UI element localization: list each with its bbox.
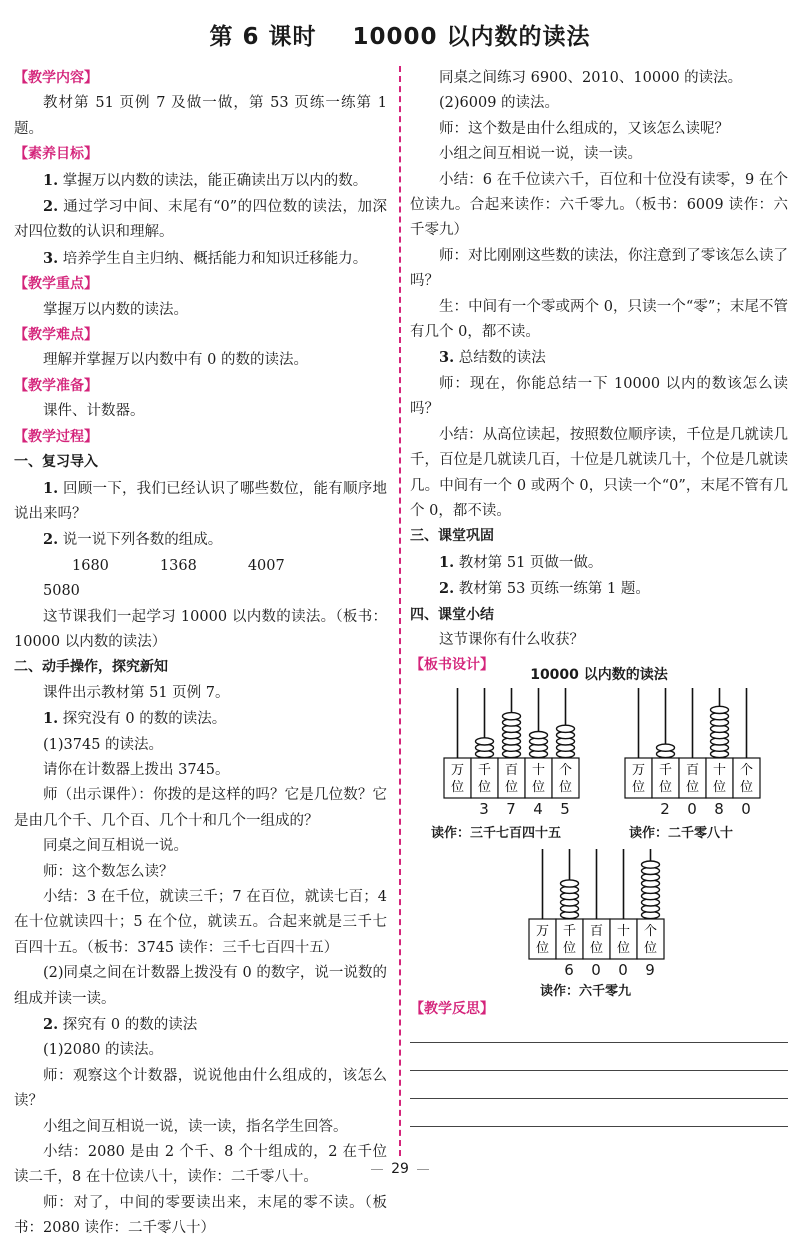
read-as-label: 读作：三千七百四十五: [431, 826, 562, 841]
number-item: 5080: [43, 583, 80, 600]
reflection-lines: [410, 1042, 788, 1154]
step-1: 1. 探究没有 0 的数的读法。: [43, 710, 227, 728]
digit: 0: [591, 961, 601, 979]
place-label: 位: [631, 780, 646, 795]
read-as-label: 读作：二千零八十: [629, 826, 734, 841]
place-label: 位: [558, 780, 573, 795]
key-text: 掌握万以内数的读法。: [43, 301, 188, 318]
abacus-bead: [657, 744, 675, 751]
abacus-2080: [622, 686, 792, 798]
heading-review: 一、复习导入: [14, 454, 98, 471]
abacus-drawing: [526, 847, 696, 959]
place-label: 位: [643, 941, 658, 956]
read-as-label: 读作：六千零九: [540, 984, 632, 999]
abacus-6009: [526, 847, 696, 959]
step-1b: 请你在计数器上拨出 3745。: [43, 761, 230, 778]
place-label: 个: [643, 924, 658, 939]
digit: 0: [741, 800, 751, 818]
right-text-3: 师：这个数是由什么组成的，又该怎么读呢？: [439, 120, 729, 137]
right-text-1: 同桌之间练习 6900、2010、10000 的读法。: [439, 70, 743, 86]
step-1f: 小结：3 在千位，就读三千；7 在百位，就读七百；4 在十位就读四十；5 在个位，就读五。合起来就是三千七百四十五。（板书：3745 读作：三千七百四十五）: [14, 889, 387, 956]
digit: 0: [618, 961, 628, 979]
step-2e: 师：对了，中间的零要读出来，末尾的零不读。（板书：2080 读作：二千零八十）: [14, 1194, 387, 1237]
question-2: 2. 说一说下列各数的组成。: [43, 531, 223, 549]
step-2a: (1)2080 的读法。: [43, 1042, 164, 1059]
show-text: 课件出示教材第 51 页例 7。: [43, 684, 230, 701]
section-tag-process: 【教学过程】: [14, 428, 98, 445]
place-label: 位: [685, 780, 700, 795]
prep-text: 课件、计数器。: [43, 403, 145, 420]
number-item: 1368: [159, 557, 197, 574]
place-label: 位: [562, 941, 577, 956]
place-label: 百: [685, 763, 700, 778]
goal-1: 1. 掌握万以内数的读法，能正确读出万以内的数。: [43, 171, 368, 189]
column-divider: [399, 66, 401, 1156]
digit: 6: [564, 961, 574, 979]
place-label: 万: [450, 763, 465, 778]
right-text-5: 小结：6 在千位读六千，百位和十位没有读零，9 在个位读九。合起来读作：六千零九。（板书：6009 读作：六千零九）: [410, 171, 788, 239]
step-2c: 小组之间互相说一说，读一读，指名学生回答。: [43, 1118, 348, 1135]
section-tag-content: 【教学内容】: [14, 70, 98, 86]
place-label: 位: [712, 780, 727, 795]
place-label: 位: [477, 780, 492, 795]
right-text-2: (2)6009 的读法。: [439, 95, 560, 112]
place-label: 位: [589, 941, 604, 956]
difficult-text: 理解并掌握万以内数中有 0 的数的读法。: [43, 352, 308, 369]
left-column: [14, 66, 387, 1242]
place-label: 万: [631, 763, 646, 778]
place-label: 万: [535, 924, 550, 939]
number-item: 4007: [247, 557, 285, 574]
section-tag-reflect: 【教学反思】: [410, 1001, 494, 1017]
section-tag-key: 【教学重点】: [14, 276, 98, 293]
right-column: [410, 66, 788, 679]
section-tag-goals: 【素养目标】: [14, 146, 98, 163]
goal-2: 2. 通过学习中间、末尾有“0”的四位数的读法，加深对四位数的认识和理解。: [14, 198, 387, 241]
digit: 2: [660, 800, 670, 818]
digit: 4: [533, 800, 543, 818]
digit: 3: [479, 800, 489, 818]
right-text-7: 生：中间有一个零或两个 0，只读一个“零”；末尾不管有几个 0，都不读。: [410, 298, 788, 341]
place-label: 十: [712, 763, 727, 778]
abacus-bead: [503, 713, 521, 720]
abacus-bead: [711, 706, 729, 713]
step-2d: 小结：2080 是由 2 个千、8 个十组成的，2 在千位读二千，8 在十位读八十，读作：二千零八十。: [14, 1144, 387, 1186]
abacus-bead: [642, 861, 660, 868]
digit: 7: [506, 800, 516, 818]
page-title: 第 6 课时 10000 以内数的读法: [209, 24, 591, 50]
place-label: 十: [616, 924, 631, 939]
summary-text: 这节课你有什么收获？: [439, 631, 584, 648]
digit: 0: [687, 800, 697, 818]
consolidate-2: 2. 教材第 53 页练一练第 1 题。: [439, 580, 650, 598]
right-text-4: 小组之间互相说一说，读一读。: [439, 146, 642, 163]
step-1g: (2)同桌之间在计数器上拨没有 0 的数字，说一说数的组成并读一读。: [14, 965, 387, 1007]
question-1: 1. 回顾一下，我们已经认识了哪些数位，能有顺序地说出来吗？: [14, 479, 387, 522]
place-label: 百: [504, 763, 519, 778]
page-number: 29: [0, 1161, 800, 1177]
place-label: 十: [531, 763, 546, 778]
writing-line: [410, 1042, 788, 1043]
place-label: 位: [658, 780, 673, 795]
step-1a: (1)3745 的读法。: [43, 736, 164, 753]
place-label: 千: [562, 924, 577, 939]
place-label: 个: [739, 763, 754, 778]
writing-line: [410, 1126, 788, 1127]
place-label: 位: [504, 780, 519, 795]
writing-line: [410, 1070, 788, 1071]
place-label: 千: [477, 763, 492, 778]
place-label: 个: [558, 763, 573, 778]
abacus-3745: [441, 686, 611, 798]
consolidate-1: 1. 教材第 51 页做一做。: [439, 553, 603, 571]
place-label: 千: [658, 763, 673, 778]
step-2: 2. 探究有 0 的数的读法: [43, 1016, 198, 1034]
heading-summary: 四、课堂小结: [410, 606, 494, 623]
heading-consolidate: 三、课堂巩固: [410, 528, 494, 545]
content-text: 教材第 51 页例 7 及做一做，第 53 页练一练第 1 题。: [14, 95, 387, 137]
right-text-8: 师：现在，你能总结一下 10000 以内的数该怎么读吗？: [410, 375, 788, 418]
abacus-bead: [561, 880, 579, 887]
goal-3: 3. 培养学生自主归纳、概括能力和知识迁移能力。: [43, 249, 368, 267]
digit: 8: [714, 800, 724, 818]
digit: 9: [645, 961, 655, 979]
intro-text: 这节课我们一起学习 10000 以内数的读法。（板书：10000 以内数的读法）: [14, 608, 387, 650]
step-1e: 师：这个数怎么读？: [43, 863, 174, 880]
abacus-bead: [476, 738, 494, 745]
number-item: 1680: [72, 557, 109, 574]
section-tag-prep: 【教学准备】: [14, 377, 98, 394]
number-list: [14, 554, 387, 605]
board-title: 10000 以内数的读法: [530, 667, 668, 683]
abacus-drawing: [441, 686, 611, 798]
abacus-bead: [530, 732, 548, 739]
step-1c: 师（出示课件）：你拨的是这样的吗？它是几位数？它是由几个千、几个百、几个十和几个一组成的？: [14, 787, 387, 829]
step-1d: 同桌之间互相说一说。: [43, 838, 188, 855]
right-text-6: 师：对比刚刚这些数的读法，你注意到了零该怎么读了吗？: [410, 247, 788, 290]
abacus-drawing: [622, 686, 792, 798]
place-label: 百: [589, 924, 604, 939]
heading-explore: 二、动手操作，探究新知: [14, 659, 168, 676]
place-label: 位: [616, 941, 631, 956]
place-label: 位: [535, 941, 550, 956]
section-tag-difficult: 【教学难点】: [14, 327, 98, 344]
right-text-9: 小结：从高位读起，按照数位顺序读，千位是几就读几千，百位是几就读几百，十位是几就读几十，个位是几就读几。中间有一个 0 或两个 0，只读一个“0”，末尾不管有几个 0，都不读。: [410, 426, 788, 519]
digit: 5: [560, 800, 570, 818]
writing-line: [410, 1098, 788, 1099]
abacus-bead: [557, 725, 575, 732]
section-tag-board: 【板书设计】: [410, 657, 494, 674]
place-label: 位: [531, 780, 546, 795]
place-label: 位: [450, 780, 465, 795]
step-2b: 师：观察这个计数器，说说他由什么组成的，该怎么读？: [14, 1067, 387, 1110]
place-label: 位: [739, 780, 754, 795]
step-3: 3. 总结数的读法: [439, 349, 546, 367]
